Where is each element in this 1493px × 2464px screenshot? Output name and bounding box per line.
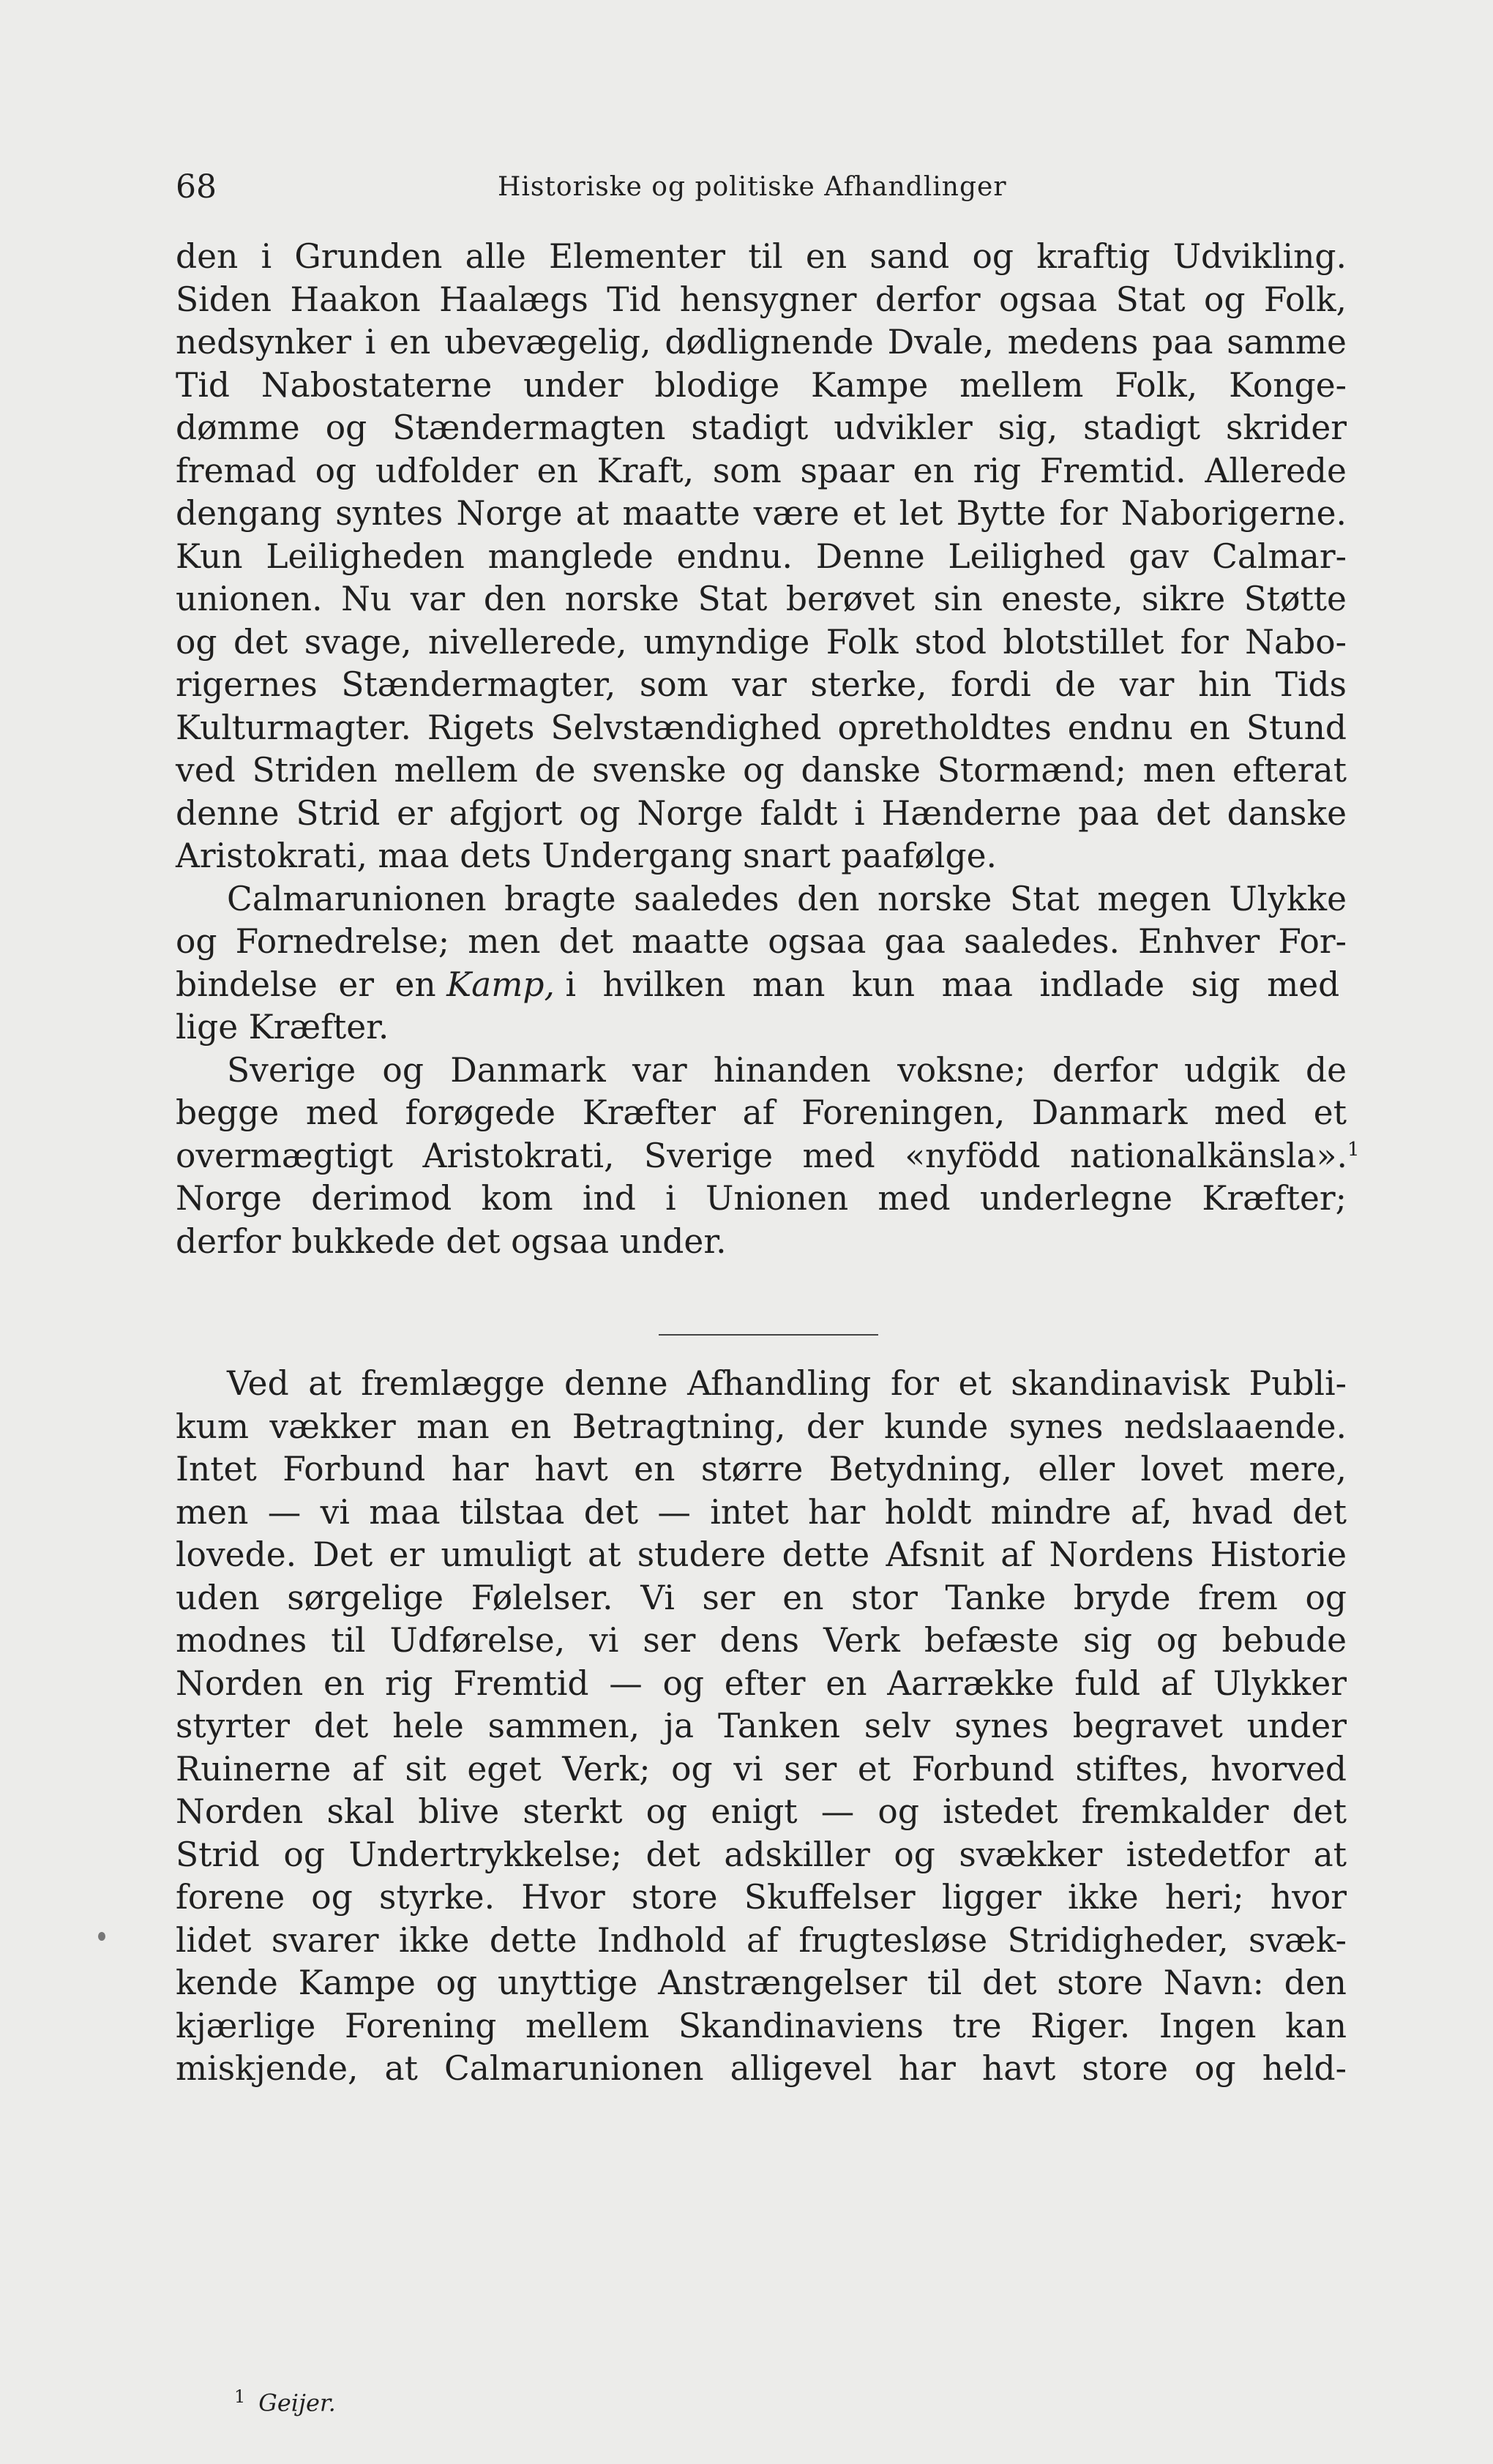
text-line: Intet Forbund har havt en større Betydning, eller lovet mere, [176,1450,1347,1488]
text-line: kjærlige Forening mellem Skandinaviens tre Riger. Ingen kan [176,2006,1347,2045]
text-line: nedsynker i en ubevægelig, dødlignende Dvale, medens paa samme [176,323,1347,362]
text-line: dømme og Stændermagten stadigt udvikler sig, stadigt skrider [176,408,1347,447]
text-line: og det svage, nivellerede, umyndige Folk stod blotstillet for Nabo- [176,622,1347,662]
ink-speck [98,1932,105,1941]
text-line: Norden en rig Fremtid — og efter en Aarrække fuld af Ulykker [176,1663,1347,1703]
text-fragment: overmægtigt Aristokrati, Sverige med «nyfödd nationalkänsla». [176,1136,1347,1175]
page-header [176,165,1347,209]
text-line [176,964,1347,1007]
text-line: denne Strid er afgjort og Norge faldt i Hænderne paa det danske [176,793,1347,833]
text-block-top [176,236,1360,1263]
text-line: Kulturmagter. Rigets Selvstændighed opretholdtes endnu en Stund [176,708,1347,747]
text-line: dengang syntes Norge at maatte være et let Bytte for Naborigerne. [176,494,1347,533]
text-line: Aristokrati, maa dets Undergang snart paafølge. [176,836,997,875]
running-head: Historiske og politiske Afhandlinger [498,172,1007,202]
text-line: Ruinerne af sit eget Verk; og vi ser et Forbund stiftes, hvorved [176,1749,1347,1789]
text-line: lidet svarer ikke dette Indhold af frugtesløse Stridigheder, svæk- [176,1920,1347,1960]
text-line: Kun Leiligheden manglede endnu. Denne Leilighed gav Calmar- [176,536,1347,576]
text-line [176,1135,1360,1178]
text-line: miskjende, at Calmarunionen alligevel har havt store og held- [176,2049,1347,2088]
page-number: 68 [176,168,217,206]
text-line: og Fornedrelse; men det maatte ogsaa gaa saaledes. Enhver For- [176,922,1347,961]
text-line: kende Kampe og unyttige Anstrængelser til det store Navn: den [176,1963,1347,2002]
text-line: begge med forøgede Kræfter af Foreningen, Danmark med et [176,1093,1347,1132]
footnote-text: Geijer. [258,2389,336,2417]
footnote-marker: 1 [234,2386,246,2407]
text-fragment: i hvilken man kun maa indlade sig med [565,965,1340,1004]
text-line: Ved at fremlægge denne Afhandling for et skandinavisk Publi- [227,1364,1347,1403]
text-line: men — vi maa tilstaa det — intet har holdt mindre af, hvad det [176,1492,1347,1532]
text-line: Calmarunionen bragte saaledes den norske Stat megen Ulykke [227,879,1347,918]
text-block-bottom [176,1363,1347,2091]
text-line: Norden skal blive sterkt og enigt — og istedet fremkalder det [176,1792,1347,1831]
text-line: Tid Nabostaterne under blodige Kampe mellem Folk, Konge- [176,365,1347,405]
text-line: unionen. Nu var den norske Stat berøvet sin eneste, sikre Støtte [176,580,1347,618]
emphasis-kamp: Kamp, [446,965,555,1004]
text-line: styrter det hele sammen, ja Tanken selv synes begravet under [176,1707,1347,1745]
footnote [234,2378,336,2422]
text-line: lovede. Det er umuligt at studere dette Afsnit af Nordens Historie [176,1535,1347,1574]
text-line: ved Striden mellem de svenske og danske Stormænd; men efterat [176,751,1347,790]
text-line: kum vækker man en Betragtning, der kunde synes nedslaaende. [176,1407,1347,1446]
text-line: derfor bukkede det ogsaa under. [176,1221,727,1261]
text-fragment: bindelse er en [176,965,436,1004]
text-line: Siden Haakon Haalægs Tid hensygner derfor ogsaa Stat og Folk, [176,280,1347,319]
text-line: Norge derimod kom ind i Unionen med underlegne Kræfter; [176,1179,1347,1218]
text-line: fremad og udfolder en Kraft, som spaar en rig Fremtid. Allerede [176,451,1347,490]
footnote-reference: 1 [1347,1138,1360,1161]
text-line: Sverige og Danmark var hinanden voksne; derfor udgik de [227,1050,1347,1090]
section-divider [659,1334,878,1336]
text-line: rigernes Stændermagter, som var sterke, fordi de var hin Tids [176,665,1347,704]
text-line: den i Grunden alle Elementer til en sand og kraftig Udvikling. [176,237,1347,276]
text-line: Strid og Undertrykkelse; det adskiller og svækker istedetfor at [176,1835,1347,1874]
text-line: modnes til Udførelse, vi ser dens Verk befæste sig og bebude [176,1621,1347,1660]
text-line: lige Kræfter. [176,1008,389,1046]
text-line: uden sørgelige Følelser. Vi ser en stor Tanke bryde frem og [176,1578,1347,1617]
text-line: forene og styrke. Hvor store Skuffelser ligger ikke heri; hvor [176,1878,1347,1917]
